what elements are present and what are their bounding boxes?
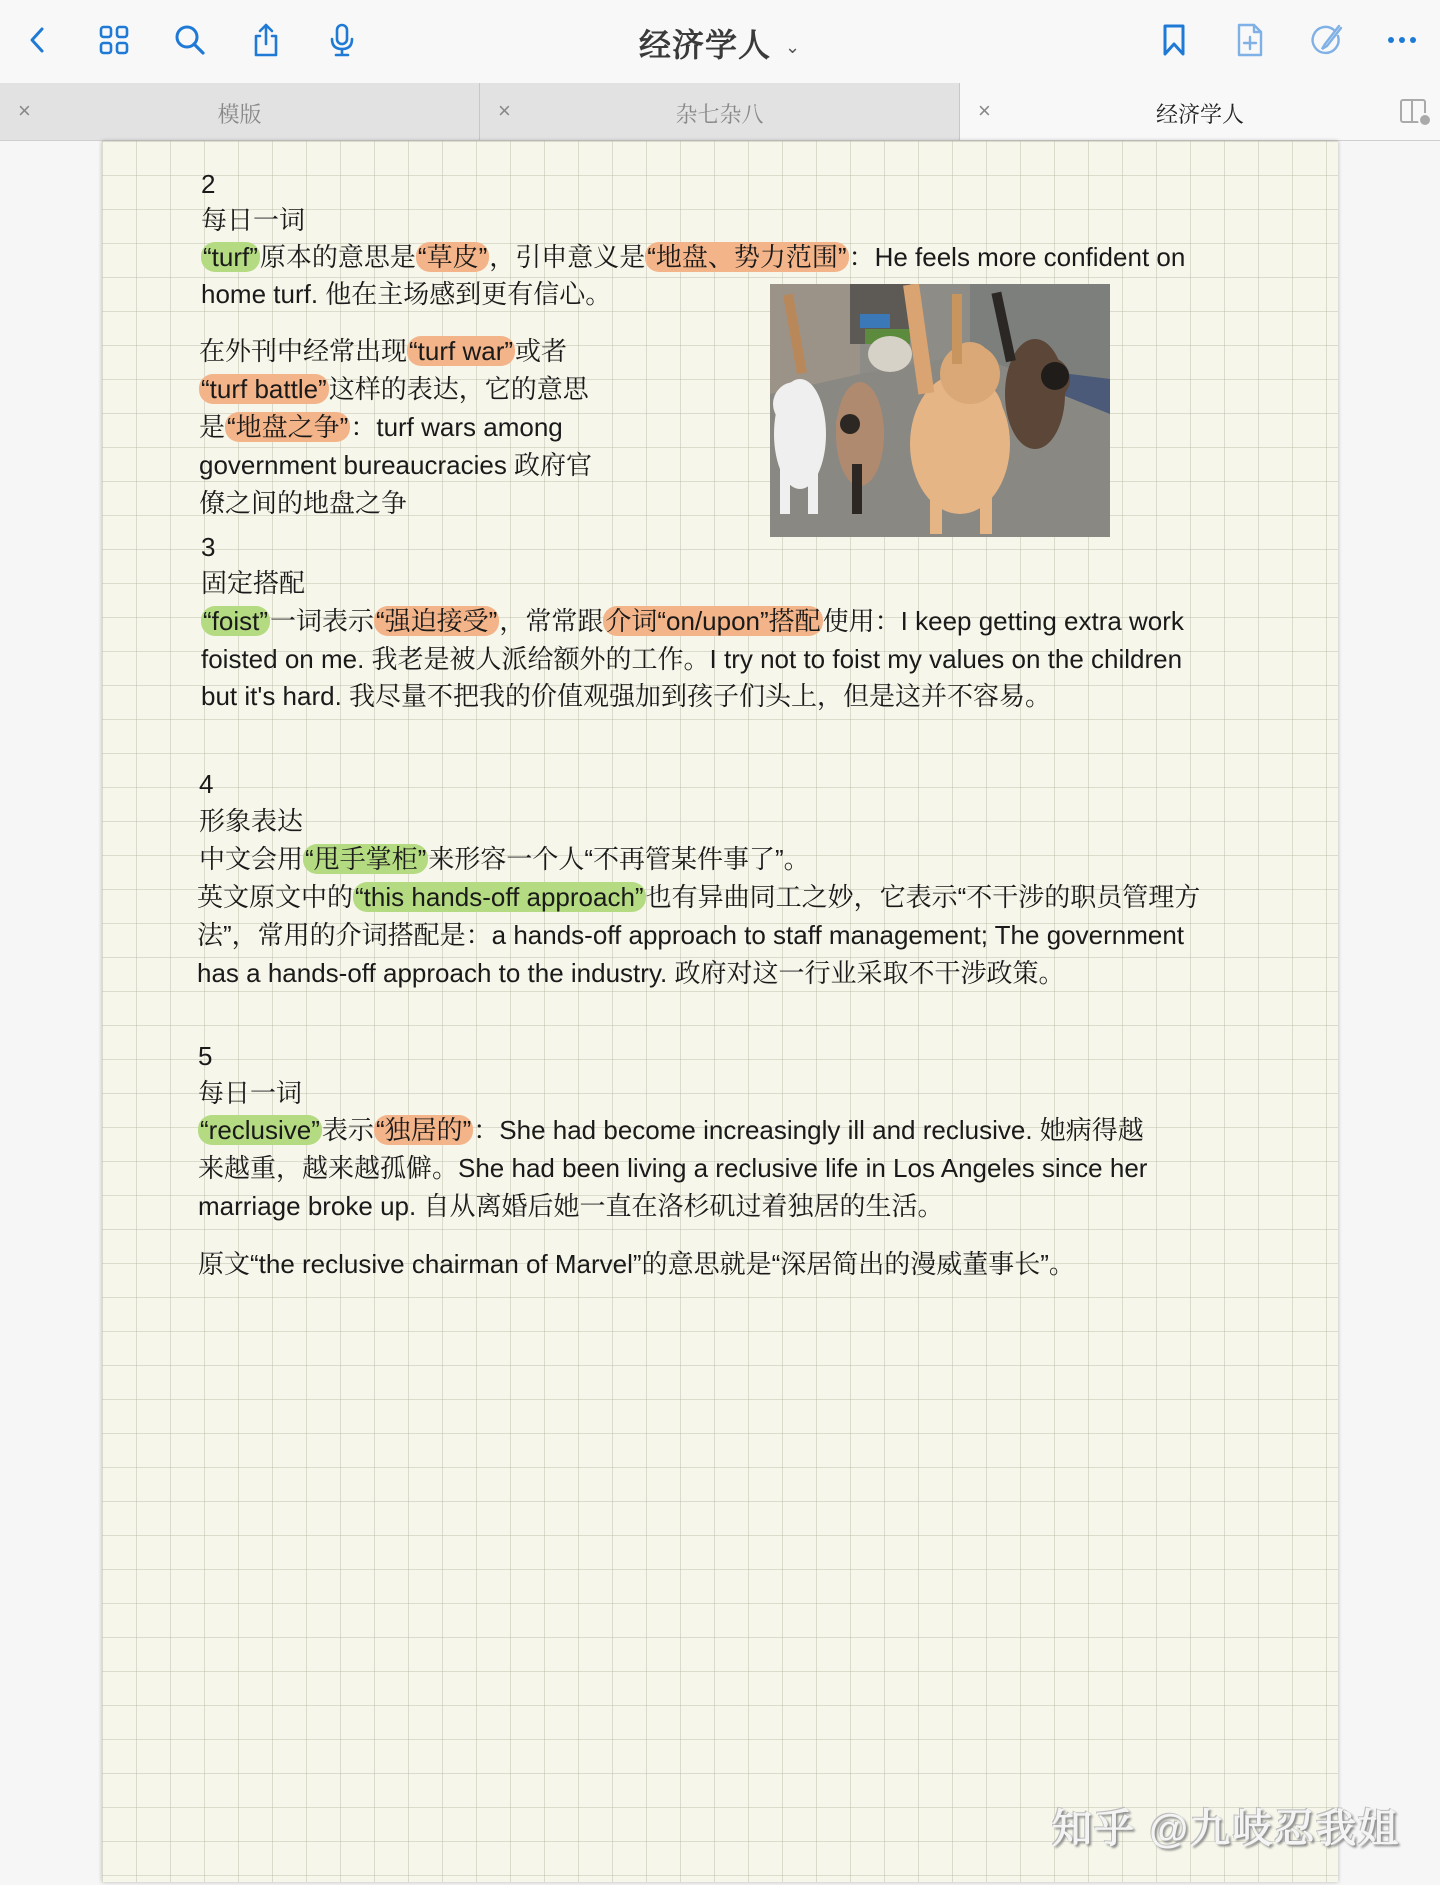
section-heading: 固定搭配 [201,568,306,598]
section-heading: 每日一词 [201,205,306,235]
paragraph-line: 僚之间的地盘之争 [199,488,408,518]
text: 来形容一个人“不再管某件事了”。 [428,844,810,874]
text: 表示 [321,1115,374,1145]
tab-misc[interactable] [480,83,960,140]
paragraph-line [199,408,563,446]
search-icon[interactable] [168,18,212,62]
tab-label: 经济学人 [1155,102,1244,127]
microphone-icon[interactable] [320,18,364,62]
section-number: 3 [201,532,216,562]
paragraph-line [199,370,589,408]
highlight-green: “甩手掌柜” [305,844,427,874]
text: 也有异曲同工之妙，它表示“不干涉的职员管理方 [645,882,1201,912]
highlight-orange: “强迫接受” [376,606,498,636]
paragraph-line [199,840,810,878]
close-tab-icon[interactable]: × [498,98,511,123]
highlight-orange: “草皮” [417,242,488,272]
text: 英文原文中的 [197,882,354,912]
cats-photo[interactable] [770,284,1110,537]
paragraph-line: home turf. 他在主场感到更有信心。 [201,279,612,309]
text: 中文会用 [199,844,304,874]
share-icon[interactable] [244,18,288,62]
section-number: 5 [198,1041,213,1071]
paragraph-line: foisted on me. 我老是被人派给额外的工作。I try not to foist my values on the children [201,644,1183,674]
text: ：She had become increasingly ill and reclusive. 她病得越 [473,1115,1144,1145]
split-view-icon[interactable] [1400,99,1426,123]
tab-label: 模版 [217,102,262,127]
text: 一词表示 [270,606,375,636]
text: 或者 [515,336,568,366]
paragraph-line: 法”，常用的介词搭配是：a hands-off approach to staff management; The government [197,920,1184,950]
highlight-green: “reclusive” [200,1115,320,1145]
paragraph-line: but it's hard. 我尽量不把我的价值观强加到孩子们头上，但是这并不容易。 [201,681,1052,711]
tab-bar [0,83,1440,141]
chevron-down-icon: ⌄ [784,37,802,58]
text: ，常常跟 [499,606,604,636]
paragraph-line: government bureaucracies 政府官 [199,450,593,480]
paragraph-line [201,602,1184,640]
text: 在外刊中经常出现 [199,336,408,366]
highlight-orange: “turf war” [409,336,514,366]
text: 是 [199,412,226,442]
pen-icon[interactable] [1304,18,1348,62]
tab-label: 杂七杂八 [675,102,764,127]
close-tab-icon[interactable]: × [18,98,31,123]
document-title[interactable] [639,20,801,66]
paragraph-line [197,878,1200,916]
document-title-text: 经济学人 [638,27,771,63]
highlight-orange: “地盘、势力范围” [647,242,847,272]
back-icon[interactable] [16,18,60,62]
note-page[interactable] [102,141,1338,1882]
paragraph-line [199,332,567,370]
paragraph-line: 来越重，越来越孤僻。She had been living a reclusive life in Los Angeles since her [198,1153,1148,1183]
paragraph-line: 原文“the reclusive chairman of Marvel”的意思就是“深居简出的漫威董事长”。 [198,1249,1075,1279]
highlight-green: “turf” [203,242,258,272]
section-heading: 形象表达 [199,806,304,836]
more-icon[interactable] [1380,18,1424,62]
paragraph-line: marriage broke up. 自从离婚后她一直在洛杉矶过着独居的生活。 [198,1191,944,1221]
text: 原本的意思是 [259,242,416,272]
grid-icon[interactable] [92,18,136,62]
highlight-orange: “独居的” [375,1115,472,1145]
bookmark-icon[interactable] [1152,18,1196,62]
top-toolbar [0,0,1440,83]
close-tab-icon[interactable]: × [978,98,991,123]
paragraph-line [201,238,1185,276]
section-heading: 每日一词 [198,1078,303,1108]
tab-template[interactable] [0,83,480,140]
section-number: 4 [199,769,214,799]
highlight-green: “foist” [203,606,268,636]
paragraph-line: has a hands-off approach to the industry. 政府对这一行业采取不干涉政策。 [197,958,1065,988]
section-number: 2 [201,169,216,199]
text: 使用：I keep getting extra work [822,606,1184,636]
watermark: 知乎 @九岐忍我姐 [1052,1807,1401,1851]
highlight-orange: “地盘之争” [227,412,349,442]
text: 这样的表达，它的意思 [328,374,589,404]
highlight-orange: “turf battle” [201,374,327,404]
paragraph-line [198,1111,1144,1149]
text: ，引申意义是 [489,242,646,272]
text: ：He feels more confident on [848,242,1186,272]
tab-economist[interactable] [960,83,1440,140]
highlight-orange: 介词“on/upon”搭配 [605,606,821,636]
text: ：turf wars among [350,412,563,442]
add-page-icon[interactable] [1228,18,1272,62]
highlight-green: “this hands-off approach” [355,882,644,912]
